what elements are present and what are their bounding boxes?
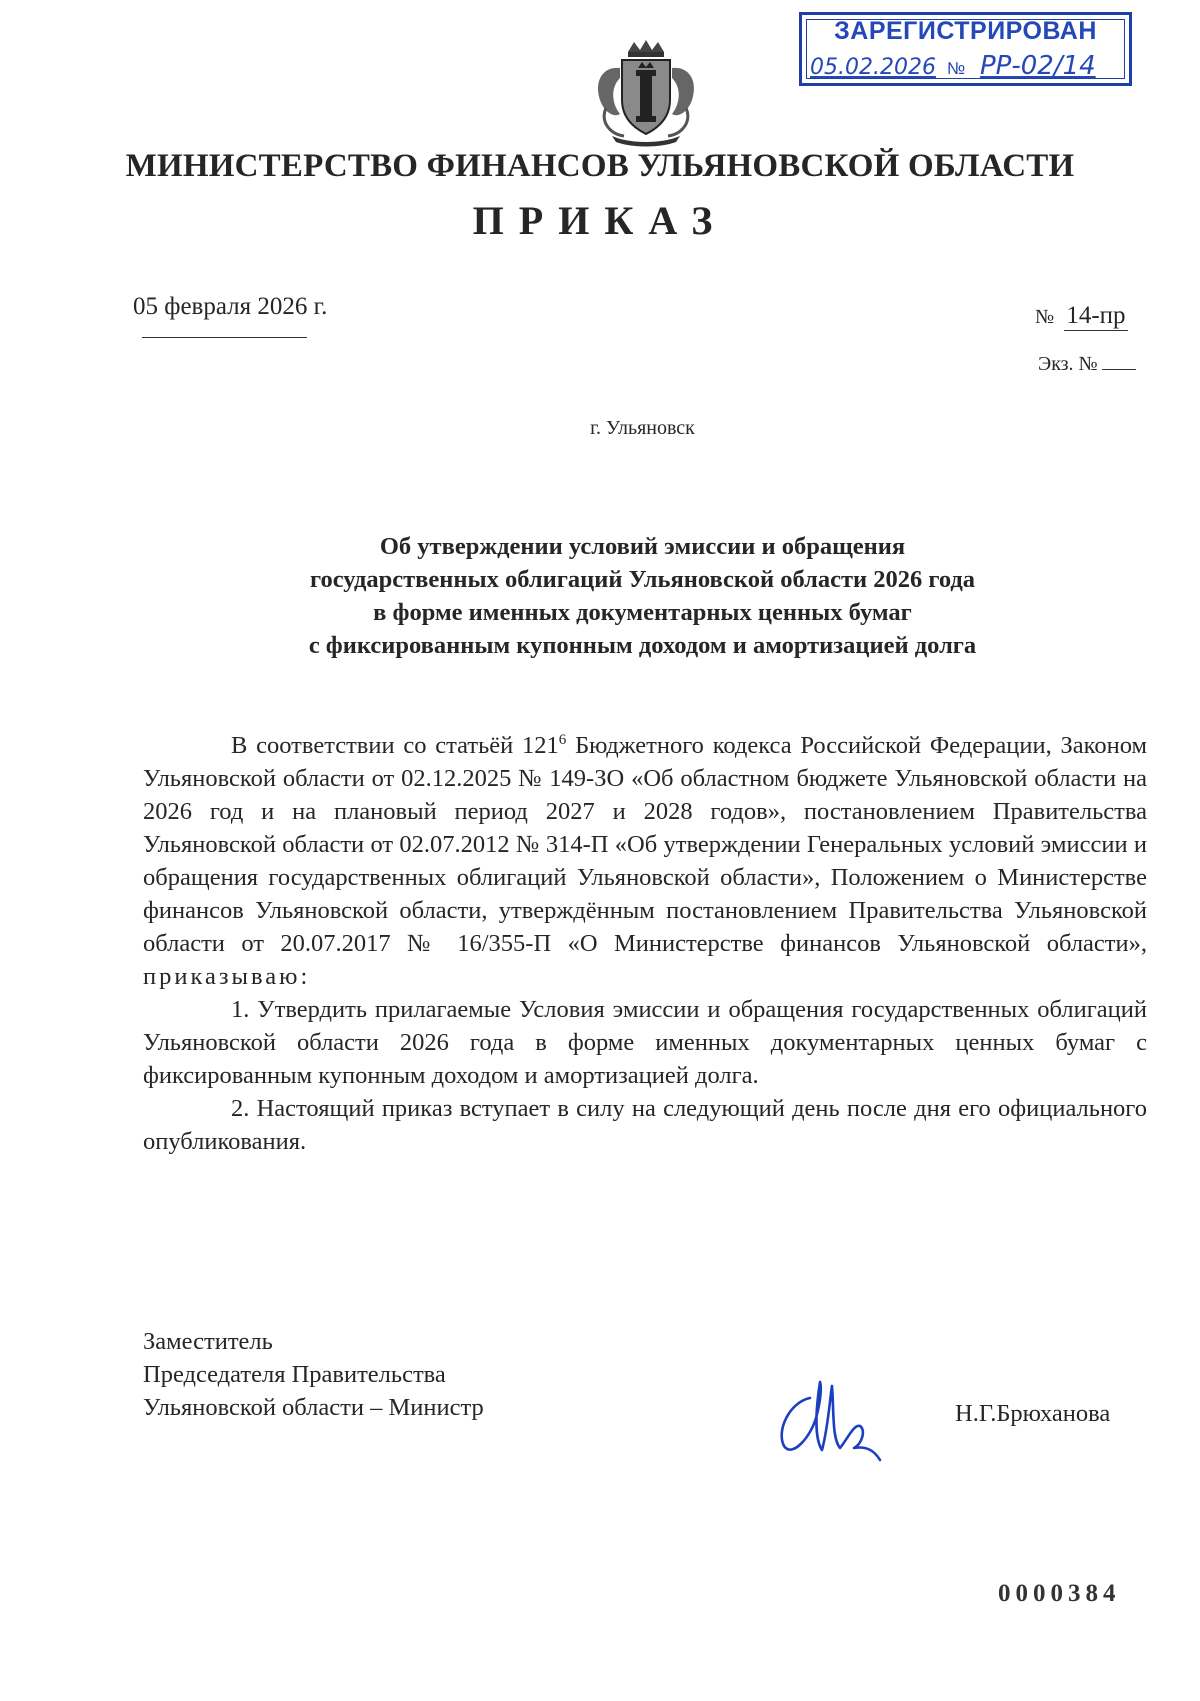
registration-stamp	[799, 12, 1132, 86]
signer-title-line: Заместитель	[143, 1328, 273, 1355]
order-date: 05 февраля 2026 г.	[133, 293, 328, 320]
document-type-title: ПРИКАЗ	[472, 198, 728, 243]
signer-name: Н.Г.Брюханова	[955, 1400, 1111, 1427]
signer-title-line: Ульяновской области – Министр	[143, 1394, 484, 1421]
copy-number-blank	[1102, 369, 1136, 370]
ministry-name: МИНИСТЕРСТВО ФИНАНСОВ УЛЬЯНОВСКОЙ ОБЛАСТИ	[125, 148, 1075, 184]
order-body	[143, 729, 1147, 1158]
handwritten-signature-icon	[770, 1368, 895, 1468]
date-underline	[142, 337, 307, 338]
signer-title	[143, 1325, 484, 1424]
subject-line: Об утверждении условий эмиссии и обращения	[379, 533, 906, 560]
preamble-text: Бюджетного кодекса Российской Федерации, Законом Ульяновской области от 02.12.2025 № 149-ЗО «Об областном бюджете Ульяновской области на 2026 год и на плановый период 2027 и 2028 годов», постановлением Правительства Ульяновской области от 02.07.2012 № 314-П «Об утверждении Генеральных условий эмиссии и обращения государственных облигаций Ульяновской области», Положением о Министерстве финансов Ульяновской области, утверждённым постановлением Правительства Ульяновской области от 20.07.2017 № 16/355-П «О Министерстве финансов Ульяновской области»,	[143, 732, 1147, 957]
city: г. Ульяновск	[590, 417, 695, 439]
stamp-title: ЗАРЕГИСТРИРОВАН	[834, 17, 1097, 45]
stamp-number-label: №	[947, 59, 966, 78]
copy-number-label: Экз. №	[1038, 353, 1098, 375]
order-number: 14-пр	[1066, 302, 1126, 329]
subject-line: государственных облигаций Ульяновской области 2026 года	[309, 566, 976, 593]
order-number-label: №	[1035, 306, 1055, 328]
article-superscript: 6	[558, 731, 567, 748]
preamble-start: В соответствии со статьёй 121	[231, 732, 559, 759]
order-number-row	[1035, 302, 1128, 331]
subject-line: с фиксированным купонным доходом и амортизацией долга	[308, 632, 977, 659]
order-item-2: 2. Настоящий приказ вступает в силу на следующий день после дня его официального опубликования.	[143, 1095, 1147, 1155]
coat-of-arms-icon	[590, 38, 702, 148]
order-subject	[200, 530, 1085, 662]
stamp-number: РР-02/14	[980, 51, 1096, 81]
serial-number: 0000384	[998, 1580, 1121, 1607]
order-word: приказываю:	[143, 963, 311, 990]
preamble-paragraph	[143, 729, 1147, 993]
stamp-date: 05.02.2026	[810, 55, 936, 80]
signer-title-line: Председателя Правительства	[143, 1361, 446, 1388]
copy-number-row	[1038, 353, 1136, 376]
subject-line: в форме именных документарных ценных бумаг	[373, 599, 912, 626]
order-item-1: 1. Утвердить прилагаемые Условия эмиссии и обращения государственных облигаций Ульяновской области 2026 года в форме именных документарных ценных бумаг с фиксированным купонным доходом и амортизацией долга.	[143, 996, 1147, 1089]
